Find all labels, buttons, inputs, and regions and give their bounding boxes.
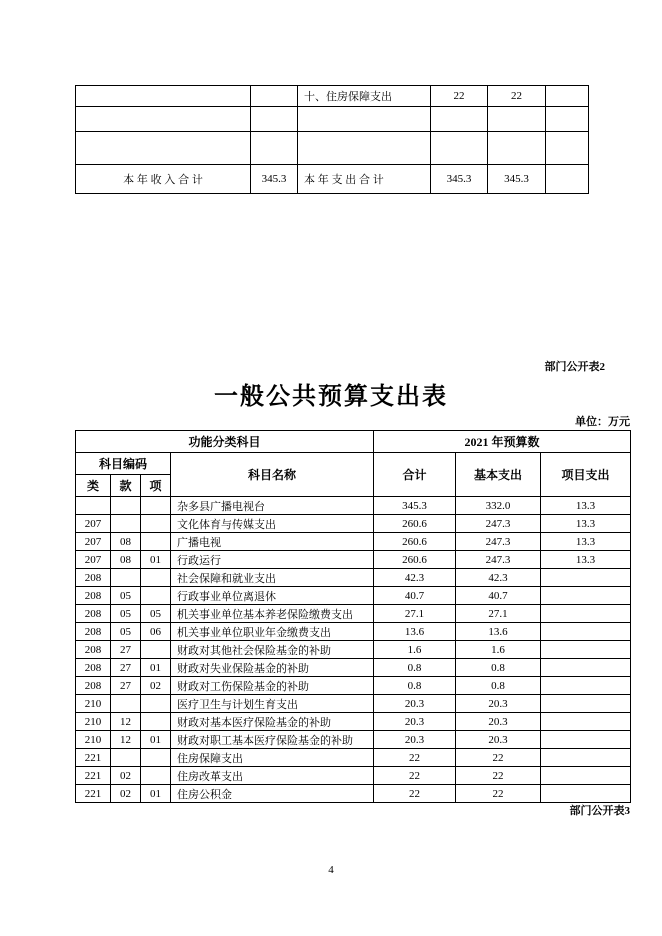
subject-name-cell: 行政运行 xyxy=(171,551,374,569)
item-code-cell xyxy=(141,767,171,785)
project-expense-cell xyxy=(541,749,631,767)
top-table-body xyxy=(76,86,589,194)
empty-cell xyxy=(546,165,589,194)
class-code-cell: 221 xyxy=(76,749,111,767)
class-code-cell: 221 xyxy=(76,767,111,785)
income-total-label-cell xyxy=(76,107,251,132)
class-code-cell: 208 xyxy=(76,587,111,605)
item-code-cell: 01 xyxy=(141,785,171,803)
item-code-cell: 05 xyxy=(141,605,171,623)
expense-value-cell: 345.3 xyxy=(431,165,488,194)
basic-expense-cell: 0.8 xyxy=(456,677,541,695)
expense-value-cell: 22 xyxy=(488,86,546,107)
project-expense-cell: 13.3 xyxy=(541,533,631,551)
section-code-cell xyxy=(111,749,141,767)
income-total-label-cell: 本 年 收 入 合 计 xyxy=(76,165,251,194)
project-expense-cell xyxy=(541,605,631,623)
expense-label-cell xyxy=(298,132,431,165)
item-code-cell: 01 xyxy=(141,731,171,749)
section-code-cell: 12 xyxy=(111,713,141,731)
table-row xyxy=(76,497,631,515)
item-code-cell xyxy=(141,587,171,605)
project-expense-cell: 13.3 xyxy=(541,515,631,533)
item-code-cell xyxy=(141,695,171,713)
project-expense-cell xyxy=(541,641,631,659)
header-row-2 xyxy=(76,453,631,475)
header-class: 类 xyxy=(76,475,111,497)
section-code-cell: 12 xyxy=(111,731,141,749)
expense-value-cell xyxy=(488,132,546,165)
basic-expense-cell: 42.3 xyxy=(456,569,541,587)
project-expense-cell: 13.3 xyxy=(541,497,631,515)
total-cell: 22 xyxy=(374,785,456,803)
unit-label: 单位：万元 xyxy=(575,416,630,428)
total-cell: 260.6 xyxy=(374,533,456,551)
header-subject-name: 科目名称 xyxy=(171,453,374,497)
header-row-1 xyxy=(76,431,631,453)
header-total: 合计 xyxy=(374,453,456,497)
table-row xyxy=(76,695,631,713)
total-cell: 345.3 xyxy=(374,497,456,515)
expense-label-cell: 本 年 支 出 合 计 xyxy=(298,165,431,194)
total-cell: 260.6 xyxy=(374,551,456,569)
project-expense-cell xyxy=(541,731,631,749)
empty-cell xyxy=(546,86,589,107)
basic-expense-cell: 13.6 xyxy=(456,623,541,641)
basic-expense-cell: 247.3 xyxy=(456,533,541,551)
total-cell: 20.3 xyxy=(374,713,456,731)
expense-value-cell xyxy=(431,107,488,132)
class-code-cell: 208 xyxy=(76,605,111,623)
section-code-cell: 02 xyxy=(111,785,141,803)
total-cell: 260.6 xyxy=(374,515,456,533)
section-code-cell: 08 xyxy=(111,551,141,569)
item-code-cell xyxy=(141,533,171,551)
page-number: 4 xyxy=(328,864,334,876)
expense-value-cell xyxy=(488,107,546,132)
section-code-cell: 27 xyxy=(111,659,141,677)
table-row xyxy=(76,659,631,677)
empty-cell xyxy=(546,132,589,165)
section-code-cell: 05 xyxy=(111,623,141,641)
expense-value-cell xyxy=(431,132,488,165)
basic-expense-cell: 22 xyxy=(456,749,541,767)
subject-name-cell: 财政对失业保险基金的补助 xyxy=(171,659,374,677)
table-row xyxy=(76,132,589,165)
basic-expense-cell: 332.0 xyxy=(456,497,541,515)
item-code-cell xyxy=(141,569,171,587)
class-code-cell: 208 xyxy=(76,569,111,587)
income-total-value-cell xyxy=(251,107,298,132)
top-summary-table xyxy=(75,85,589,194)
item-code-cell xyxy=(141,713,171,731)
header-func-category: 功能分类科目 xyxy=(76,431,374,453)
table-row xyxy=(76,677,631,695)
income-total-value-cell xyxy=(251,132,298,165)
subject-name-cell: 医疗卫生与计划生育支出 xyxy=(171,695,374,713)
budget-table-head xyxy=(76,431,631,497)
subject-name-cell: 住房改革支出 xyxy=(171,767,374,785)
subject-name-cell: 住房公积金 xyxy=(171,785,374,803)
total-cell: 22 xyxy=(374,767,456,785)
item-code-cell: 06 xyxy=(141,623,171,641)
class-code-cell: 208 xyxy=(76,659,111,677)
total-cell: 20.3 xyxy=(374,695,456,713)
basic-expense-cell: 40.7 xyxy=(456,587,541,605)
section-code-cell: 02 xyxy=(111,767,141,785)
header-subject-code: 科目编码 xyxy=(76,453,171,475)
project-expense-cell xyxy=(541,785,631,803)
basic-expense-cell: 247.3 xyxy=(456,515,541,533)
section-code-cell xyxy=(111,695,141,713)
total-cell: 27.1 xyxy=(374,605,456,623)
section-code-cell: 05 xyxy=(111,605,141,623)
table-row xyxy=(76,587,631,605)
project-expense-cell xyxy=(541,569,631,587)
basic-expense-cell: 20.3 xyxy=(456,713,541,731)
header-year-budget: 2021 年预算数 xyxy=(374,431,631,453)
table-row xyxy=(76,623,631,641)
expense-label-cell: 十、住房保障支出 xyxy=(298,86,431,107)
total-cell: 1.6 xyxy=(374,641,456,659)
expense-label-cell xyxy=(298,107,431,132)
table-row xyxy=(76,767,631,785)
section-code-cell: 05 xyxy=(111,587,141,605)
header-basic-expense: 基本支出 xyxy=(456,453,541,497)
total-cell: 20.3 xyxy=(374,731,456,749)
class-code-cell: 210 xyxy=(76,695,111,713)
item-code-cell xyxy=(141,515,171,533)
table3-label: 部门公开表3 xyxy=(569,805,630,817)
table-row xyxy=(76,785,631,803)
class-code-cell: 210 xyxy=(76,713,111,731)
subject-name-cell: 广播电视 xyxy=(171,533,374,551)
income-total-label-cell xyxy=(76,132,251,165)
class-code-cell xyxy=(76,497,111,515)
subject-name-cell: 财政对职工基本医疗保险基金的补助 xyxy=(171,731,374,749)
section-code-cell: 27 xyxy=(111,641,141,659)
class-code-cell: 207 xyxy=(76,551,111,569)
table2-label: 部门公开表2 xyxy=(544,361,605,373)
subject-name-cell: 财政对工伤保险基金的补助 xyxy=(171,677,374,695)
project-expense-cell xyxy=(541,659,631,677)
item-code-cell: 01 xyxy=(141,551,171,569)
table-row xyxy=(76,551,631,569)
section-code-cell xyxy=(111,497,141,515)
income-total-label-cell xyxy=(76,86,251,107)
table-row xyxy=(76,533,631,551)
empty-cell xyxy=(546,107,589,132)
income-total-value-cell xyxy=(251,86,298,107)
table-row xyxy=(76,165,589,194)
project-expense-cell xyxy=(541,623,631,641)
subject-name-cell: 住房保障支出 xyxy=(171,749,374,767)
subject-name-cell: 财政对基本医疗保险基金的补助 xyxy=(171,713,374,731)
table-row xyxy=(76,515,631,533)
page-title: 一般公共预算支出表 xyxy=(214,384,448,410)
basic-expense-cell: 0.8 xyxy=(456,659,541,677)
item-code-cell xyxy=(141,497,171,515)
header-project-expense: 项目支出 xyxy=(541,453,631,497)
table-row xyxy=(76,731,631,749)
table-row xyxy=(76,713,631,731)
basic-expense-cell: 22 xyxy=(456,785,541,803)
project-expense-cell: 13.3 xyxy=(541,551,631,569)
income-total-value-cell: 345.3 xyxy=(251,165,298,194)
budget-table-body xyxy=(76,497,631,803)
basic-expense-cell: 20.3 xyxy=(456,731,541,749)
basic-expense-cell: 27.1 xyxy=(456,605,541,623)
class-code-cell: 210 xyxy=(76,731,111,749)
project-expense-cell xyxy=(541,695,631,713)
item-code-cell xyxy=(141,641,171,659)
budget-table xyxy=(75,430,631,803)
basic-expense-cell: 1.6 xyxy=(456,641,541,659)
basic-expense-cell: 22 xyxy=(456,767,541,785)
table-row xyxy=(76,641,631,659)
project-expense-cell xyxy=(541,767,631,785)
total-cell: 13.6 xyxy=(374,623,456,641)
project-expense-cell xyxy=(541,713,631,731)
section-code-cell xyxy=(111,515,141,533)
class-code-cell: 207 xyxy=(76,533,111,551)
table-row xyxy=(76,86,589,107)
class-code-cell: 208 xyxy=(76,623,111,641)
class-code-cell: 208 xyxy=(76,641,111,659)
section-code-cell: 27 xyxy=(111,677,141,695)
class-code-cell: 221 xyxy=(76,785,111,803)
subject-name-cell: 机关事业单位基本养老保险缴费支出 xyxy=(171,605,374,623)
total-cell: 40.7 xyxy=(374,587,456,605)
expense-value-cell: 22 xyxy=(431,86,488,107)
section-code-cell: 08 xyxy=(111,533,141,551)
expense-value-cell: 345.3 xyxy=(488,165,546,194)
total-cell: 42.3 xyxy=(374,569,456,587)
item-code-cell: 01 xyxy=(141,659,171,677)
basic-expense-cell: 20.3 xyxy=(456,695,541,713)
total-cell: 0.8 xyxy=(374,677,456,695)
section-code-cell xyxy=(111,569,141,587)
subject-name-cell: 行政事业单位离退休 xyxy=(171,587,374,605)
header-section: 款 xyxy=(111,475,141,497)
item-code-cell: 02 xyxy=(141,677,171,695)
class-code-cell: 208 xyxy=(76,677,111,695)
basic-expense-cell: 247.3 xyxy=(456,551,541,569)
total-cell: 0.8 xyxy=(374,659,456,677)
project-expense-cell xyxy=(541,587,631,605)
subject-name-cell: 杂多县广播电视台 xyxy=(171,497,374,515)
header-item: 项 xyxy=(141,475,171,497)
project-expense-cell xyxy=(541,677,631,695)
table-row xyxy=(76,749,631,767)
subject-name-cell: 社会保障和就业支出 xyxy=(171,569,374,587)
subject-name-cell: 财政对其他社会保险基金的补助 xyxy=(171,641,374,659)
table-row xyxy=(76,569,631,587)
subject-name-cell: 文化体育与传媒支出 xyxy=(171,515,374,533)
table-row xyxy=(76,605,631,623)
total-cell: 22 xyxy=(374,749,456,767)
table-row xyxy=(76,107,589,132)
item-code-cell xyxy=(141,749,171,767)
subject-name-cell: 机关事业单位职业年金缴费支出 xyxy=(171,623,374,641)
class-code-cell: 207 xyxy=(76,515,111,533)
